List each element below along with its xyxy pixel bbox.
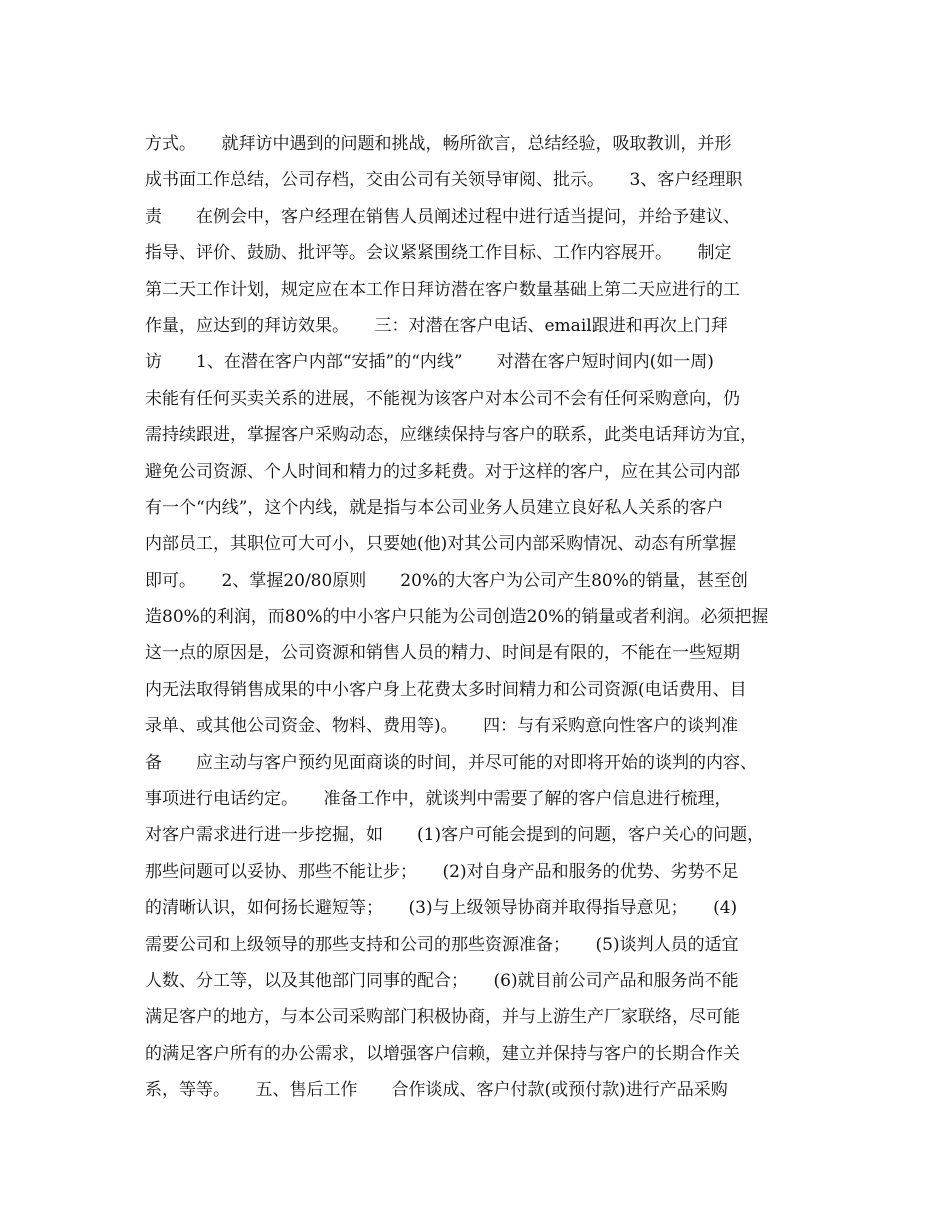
text-line: 的清晰认识，如何扬长避短等； (3)与上级领导协商并取得指导意见； (4) (145, 898, 738, 919)
text-line: 有一个“内线”，这个内线，就是指与本公司业务人员建立良好私人关系的客户 (145, 497, 724, 518)
text-line: 人数、分工等，以及其他部门同事的配合； (6)就目前公司产品和服务尚不能 (145, 970, 739, 991)
text-line: 避免公司资源、个人时间和精力的过多耗费。对于这样的客户，应在其公司内部 (145, 461, 740, 482)
text-line: 的满足客户所有的办公需求，以增强客户信赖，建立并保持与客户的长期合作关 (145, 1043, 740, 1064)
text-line: 备 应主动与客户预约见面商谈的时间，并尽可能的对即将开始的谈判的内容、 (145, 752, 757, 773)
text-line: 造80%的利润，而80%的中小客户只能为公司创造20%的销量或者利润。必须把握 (145, 607, 769, 628)
text-line: 指导、评价、鼓励、批评等。会议紧紧围绕工作目标、工作内容展开。 制定 (145, 243, 732, 264)
text-line: 责 在例会中，客户经理在销售人员阐述过程中进行适当提问，并给予建议、 (145, 206, 740, 227)
text-line: 作量，应达到的拜访效果。 三：对潜在客户电话、email跟进和再次上门拜 (145, 315, 728, 336)
text-line: 未能有任何买卖关系的进展，不能视为该客户对本公司不会有任何采购意向，仍 (145, 388, 740, 409)
text-line: 访 1、在潜在客户内部“安插”的“内线” 对潜在客户短时间内(如一周) (145, 352, 714, 373)
text-line: 满足客户的地方，与本公司采购部门积极协商，并与上游生产厂家联络，尽可能 (145, 1007, 740, 1028)
text-line: 那些问题可以妥协、那些不能让步； (2)对自身产品和服务的优势、劣势不足 (145, 861, 739, 882)
text-line: 录单、或其他公司资金、物料、费用等)。 四：与有采购意向性客户的谈判准 (145, 716, 739, 737)
text-line: 需持续跟进，掌握客户采购动态，应继续保持与客户的联系，此类电话拜访为宜， (145, 425, 757, 446)
text-line: 第二天工作计划，规定应在本工作日拜访潜在客户数量基础上第二天应进行的工 (145, 279, 740, 300)
text-line: 即可。 2、掌握20/80原则 20%的大客户为公司产生80%的销量，甚至创 (145, 570, 748, 591)
text-line: 成书面工作总结，公司存档，交由公司有关领导审阅、批示。 3、客户经理职 (145, 170, 743, 191)
text-line: 对客户需求进行进一步挖掘，如 (1)客户可能会提到的问题，客户关心的问题， (145, 825, 765, 846)
text-line: 内无法取得销售成果的中小客户身上花费太多时间精力和公司资源(电话费用、目 (145, 679, 747, 700)
text-line: 方式。 就拜访中遇到的问题和挑战，畅所欲言，总结经验，吸取教训，并形 (145, 134, 732, 154)
text-line: 事项进行电话约定。 准备工作中，就谈判中需要了解的客户信息进行梳理， (145, 789, 732, 810)
text-line: 内部员工，其职位可大可小，只要她(他)对其公司内部采购情况、动态有所掌握 (145, 534, 737, 555)
text-line: 系，等等。 五、售后工作 合作谈成、客户付款(或预付款)进行产品采购 (145, 1080, 728, 1101)
text-line: 这一点的原因是，公司资源和销售人员的精力、时间是有限的，不能在一些短期 (145, 643, 740, 664)
text-line: 需要公司和上级领导的那些支持和公司的那些资源准备； (5)谈判人员的适宜 (145, 934, 739, 955)
body-text (145, 126, 825, 1109)
